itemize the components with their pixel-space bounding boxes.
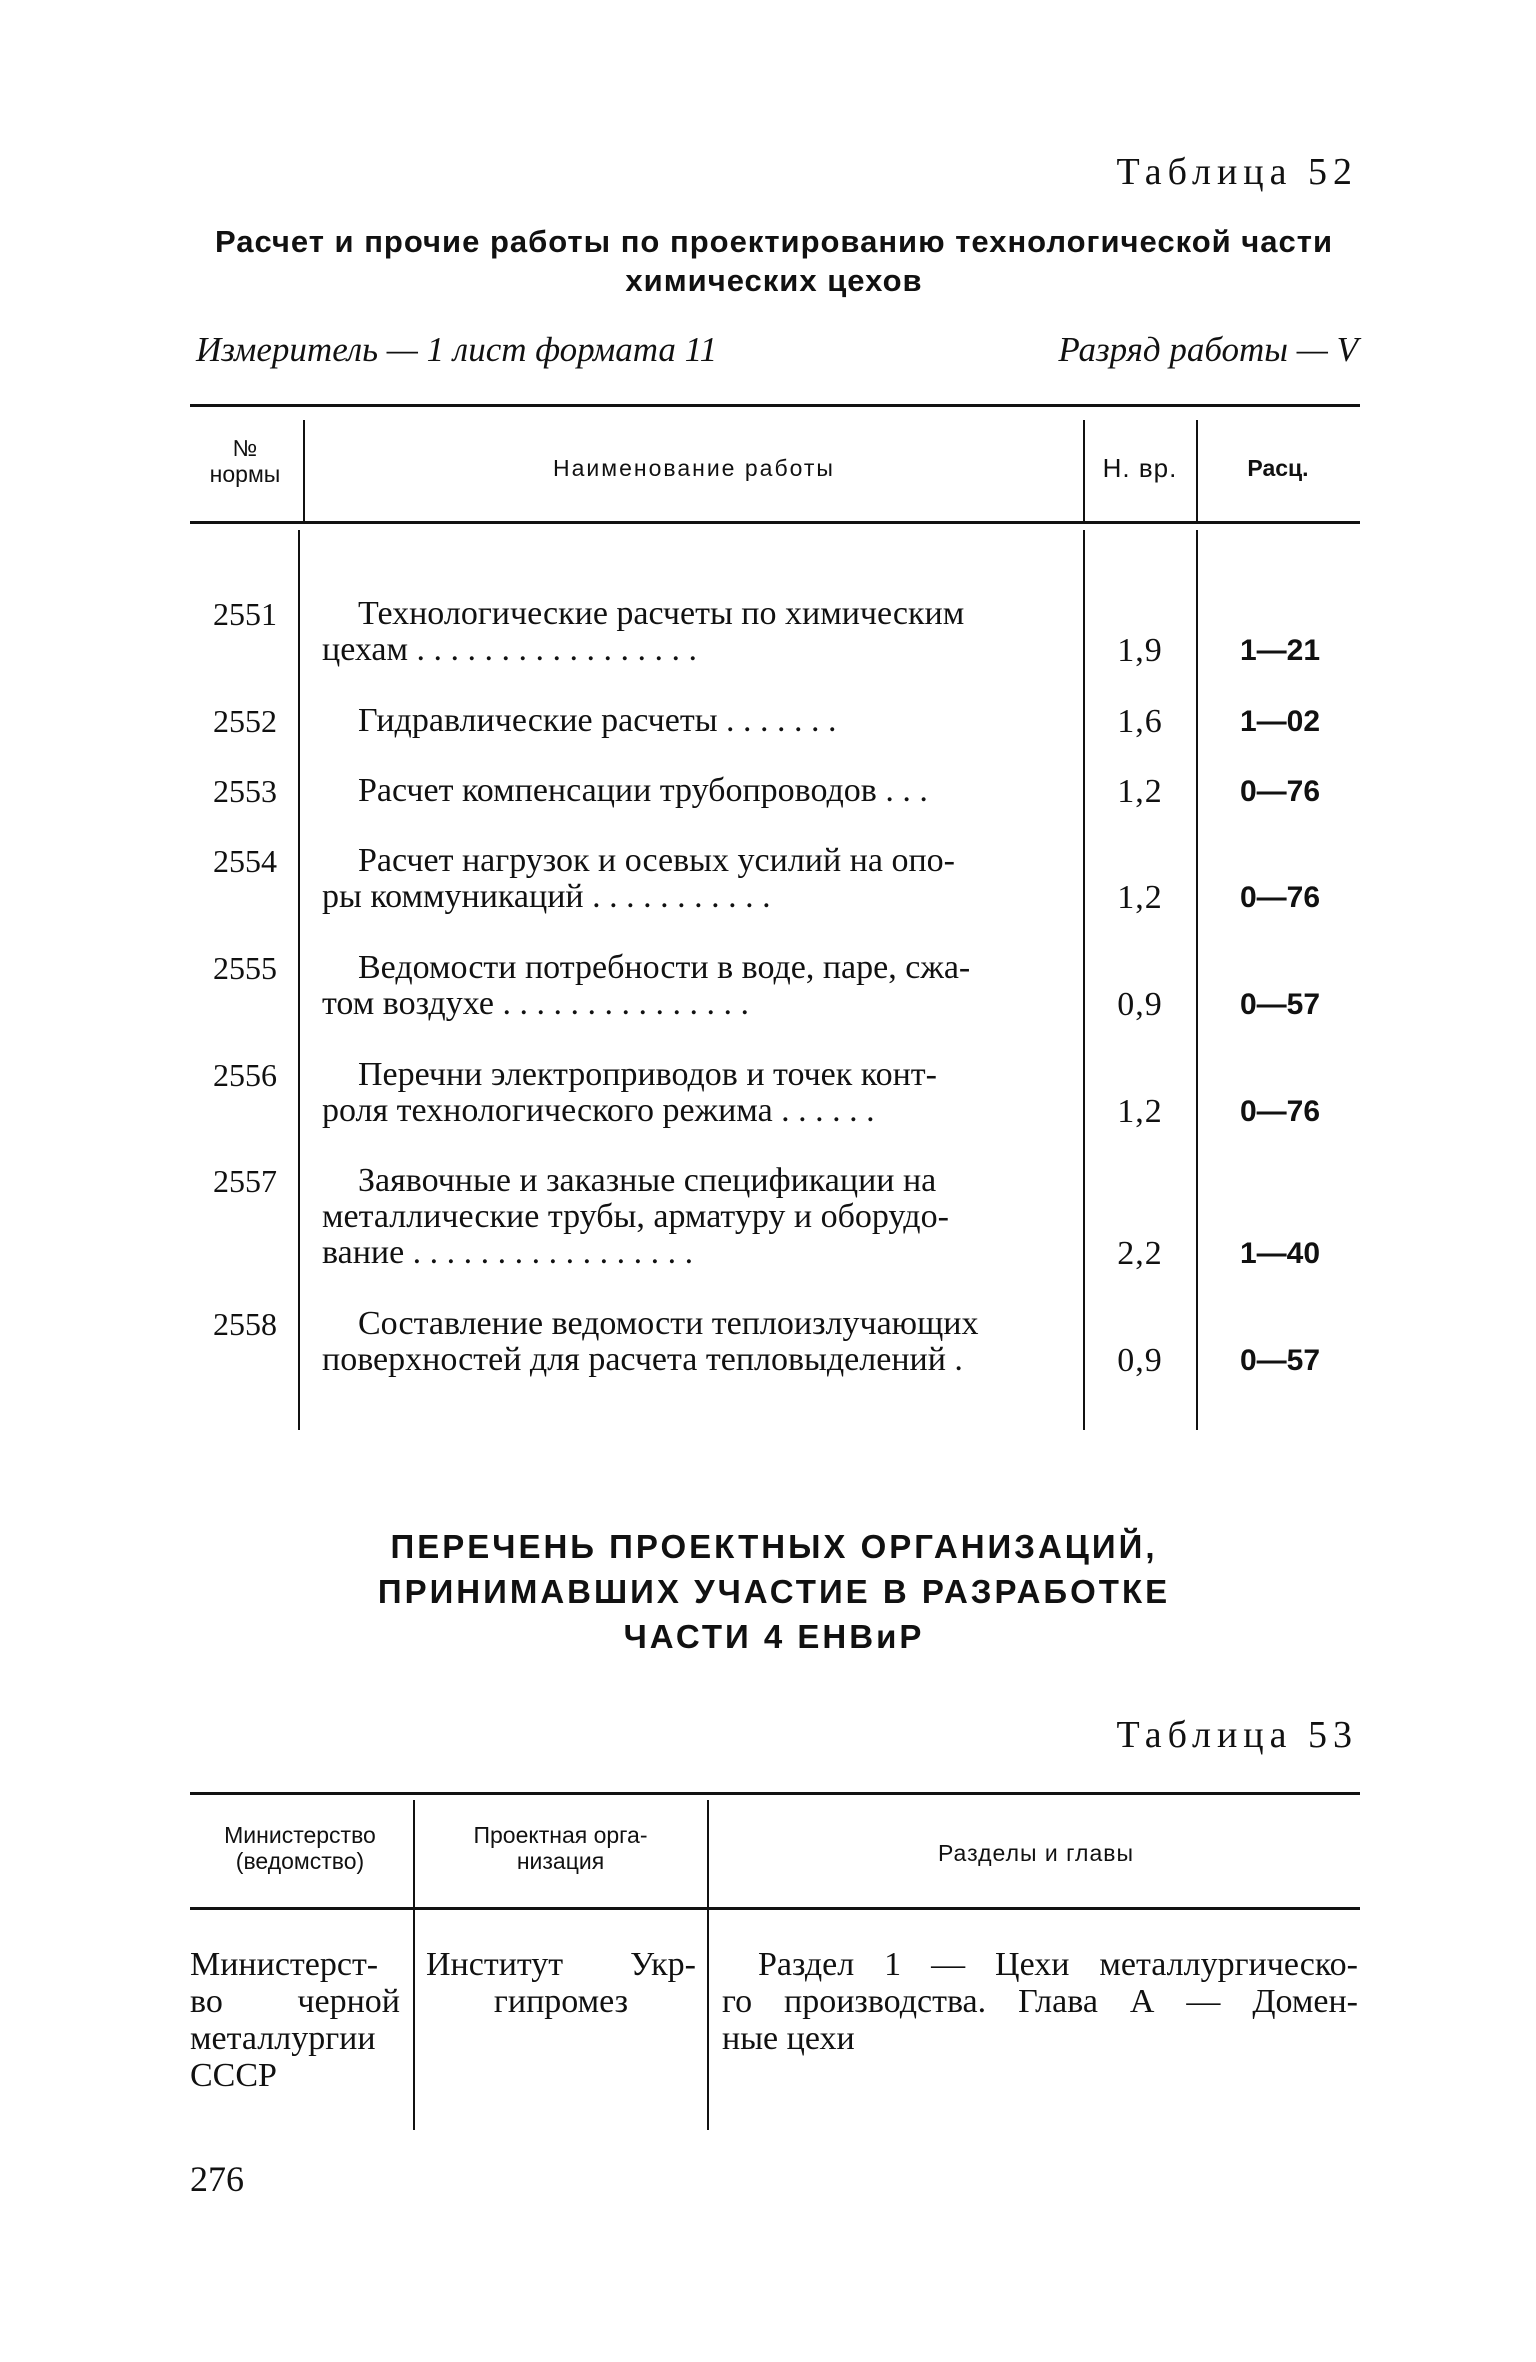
row-work-name-line3: вание . . . . . . . . . . . . . . . . . — [322, 1234, 694, 1271]
section-heading — [190, 1524, 1358, 1659]
row-norm-time: 0,9 — [1117, 986, 1163, 1023]
table-52-body-divider-3 — [1196, 530, 1198, 1430]
row-rate: 0—76 — [1239, 1095, 1321, 1128]
row-work-name-line1: Технологические расчеты по химическим — [358, 595, 965, 632]
row-work-name-line1: Ведомости потребности в воде, паре, сжа- — [358, 949, 971, 986]
header-rate: Расц. — [1247, 455, 1309, 481]
row-sections-line2: го производства. Глава А — Домен- — [722, 1983, 1358, 2020]
row-ministry-line3: металлургии — [190, 2020, 376, 2057]
row-work-name-line2: цехам . . . . . . . . . . . . . . . . . — [322, 631, 697, 668]
table-53-col-divider-2 — [707, 1800, 709, 2130]
row-number: 2552 — [213, 703, 277, 739]
header-sections: Разделы и главы — [937, 1840, 1135, 1866]
row-work-name-line2: том воздухе . . . . . . . . . . . . . . . — [322, 985, 749, 1022]
row-norm-time: 1,2 — [1117, 1093, 1163, 1130]
row-rate: 0—76 — [1239, 881, 1321, 914]
row-norm-time: 1,2 — [1117, 879, 1163, 916]
table-52-header-rule — [190, 521, 1360, 524]
header-norm-number-line1: № — [232, 435, 258, 461]
row-sections-line1: Раздел 1 — Цехи металлургическо- — [758, 1946, 1358, 1983]
row-work-name — [322, 950, 1072, 1022]
table-52-label: Таблица 52 — [1116, 151, 1358, 193]
row-number: 2558 — [213, 1306, 277, 1342]
row-work-name-line1: Гидравлические расчеты . . . . . . . — [358, 702, 837, 739]
table-52-grade: Разряд работы — V — [1058, 330, 1358, 369]
row-number: 2553 — [213, 773, 277, 809]
table-53-label: Таблица 53 — [1116, 1714, 1358, 1756]
row-rate: 0—76 — [1239, 775, 1321, 808]
row-work-name-line2: роля технологического режима . . . . . . — [322, 1092, 875, 1129]
row-norm-time: 2,2 — [1117, 1235, 1163, 1272]
row-organization-line2: гипромез — [493, 1983, 629, 2020]
row-sections — [722, 1946, 1358, 2057]
row-norm-time: 1,6 — [1117, 703, 1163, 740]
row-rate: 0—57 — [1239, 988, 1321, 1021]
row-rate: 0—57 — [1239, 1344, 1321, 1377]
row-norm-time: 1,2 — [1117, 773, 1163, 810]
header-norm-number — [190, 435, 300, 487]
row-work-name-line2: ры коммуникаций . . . . . . . . . . . — [322, 878, 771, 915]
row-work-name — [322, 703, 1072, 739]
row-work-name — [322, 1306, 1072, 1378]
row-work-name — [322, 1057, 1072, 1129]
table-53-header-rule — [190, 1907, 1360, 1910]
header-ministry-line2: (ведомство) — [235, 1848, 365, 1874]
page-number: 276 — [190, 2159, 244, 2199]
row-work-name — [322, 1163, 1072, 1271]
row-number: 2557 — [213, 1163, 277, 1199]
table-52-title-line2: химических цехов — [625, 263, 923, 298]
row-rate: 1—02 — [1239, 705, 1321, 738]
table-52-title — [190, 222, 1358, 300]
row-work-name-line1: Перечни электроприводов и точек конт- — [358, 1056, 937, 1093]
row-work-name-line1: Расчет нагрузок и осевых усилий на опо- — [358, 842, 955, 879]
row-work-name-line1: Заявочные и заказные спецификации на — [358, 1162, 937, 1199]
row-ministry-line4: СССР — [190, 2057, 277, 2094]
header-norm-time: Н. вр. — [1102, 453, 1178, 483]
row-work-name-line1: Составление ведомости теплоизлучающих — [358, 1305, 979, 1342]
row-ministry — [190, 1946, 400, 2094]
header-organization — [418, 1822, 703, 1874]
header-ministry — [190, 1822, 410, 1874]
row-work-name — [322, 843, 1072, 915]
section-heading-line1: ПЕРЕЧЕНЬ ПРОЕКТНЫХ ОРГАНИЗАЦИЙ, — [390, 1528, 1158, 1565]
row-sections-line3: ные цехи — [722, 2020, 855, 2057]
row-rate: 1—40 — [1239, 1237, 1321, 1270]
row-work-name — [322, 773, 1072, 809]
table-53-top-rule — [190, 1792, 1360, 1795]
row-work-name-line1: Расчет компенсации трубопроводов . . . — [358, 772, 928, 809]
table-52-title-line1: Расчет и прочие работы по проектированию технологической части — [214, 224, 1334, 259]
row-work-name — [322, 596, 1072, 668]
row-ministry-line1: Министерст- — [190, 1946, 379, 1983]
header-organization-line2: низация — [516, 1848, 605, 1874]
row-work-name-line2: поверхностей для расчета тепловыделений . — [322, 1341, 963, 1378]
section-heading-line3: ЧАСТИ 4 ЕНВиР — [623, 1618, 925, 1655]
row-work-name-line2: металлические трубы, арматуру и оборудо- — [322, 1198, 949, 1235]
header-ministry-line1: Министерство — [224, 1822, 376, 1848]
row-organization-line1: Институт Укр- — [426, 1946, 696, 1983]
row-ministry-line2: во черной — [190, 1983, 400, 2020]
row-organization — [426, 1946, 696, 2020]
row-number: 2554 — [213, 843, 277, 879]
row-norm-time: 1,9 — [1117, 632, 1163, 669]
header-organization-line1: Проектная орга- — [473, 1822, 648, 1848]
header-work-name: Наименование работы — [553, 455, 835, 481]
section-heading-line2: ПРИНИМАВШИХ УЧАСТИЕ В РАЗРАБОТКЕ — [377, 1573, 1171, 1610]
row-number: 2551 — [213, 596, 277, 632]
table-52-measure: Измеритель — 1 лист формата 11 — [196, 330, 718, 369]
row-rate: 1—21 — [1239, 634, 1321, 667]
row-number: 2555 — [213, 950, 277, 986]
table-53-col-divider-1 — [413, 1800, 415, 2130]
row-norm-time: 0,9 — [1117, 1342, 1163, 1379]
row-number: 2556 — [213, 1057, 277, 1093]
header-norm-number-line2: нормы — [209, 461, 281, 487]
table-52-top-rule — [190, 404, 1360, 407]
